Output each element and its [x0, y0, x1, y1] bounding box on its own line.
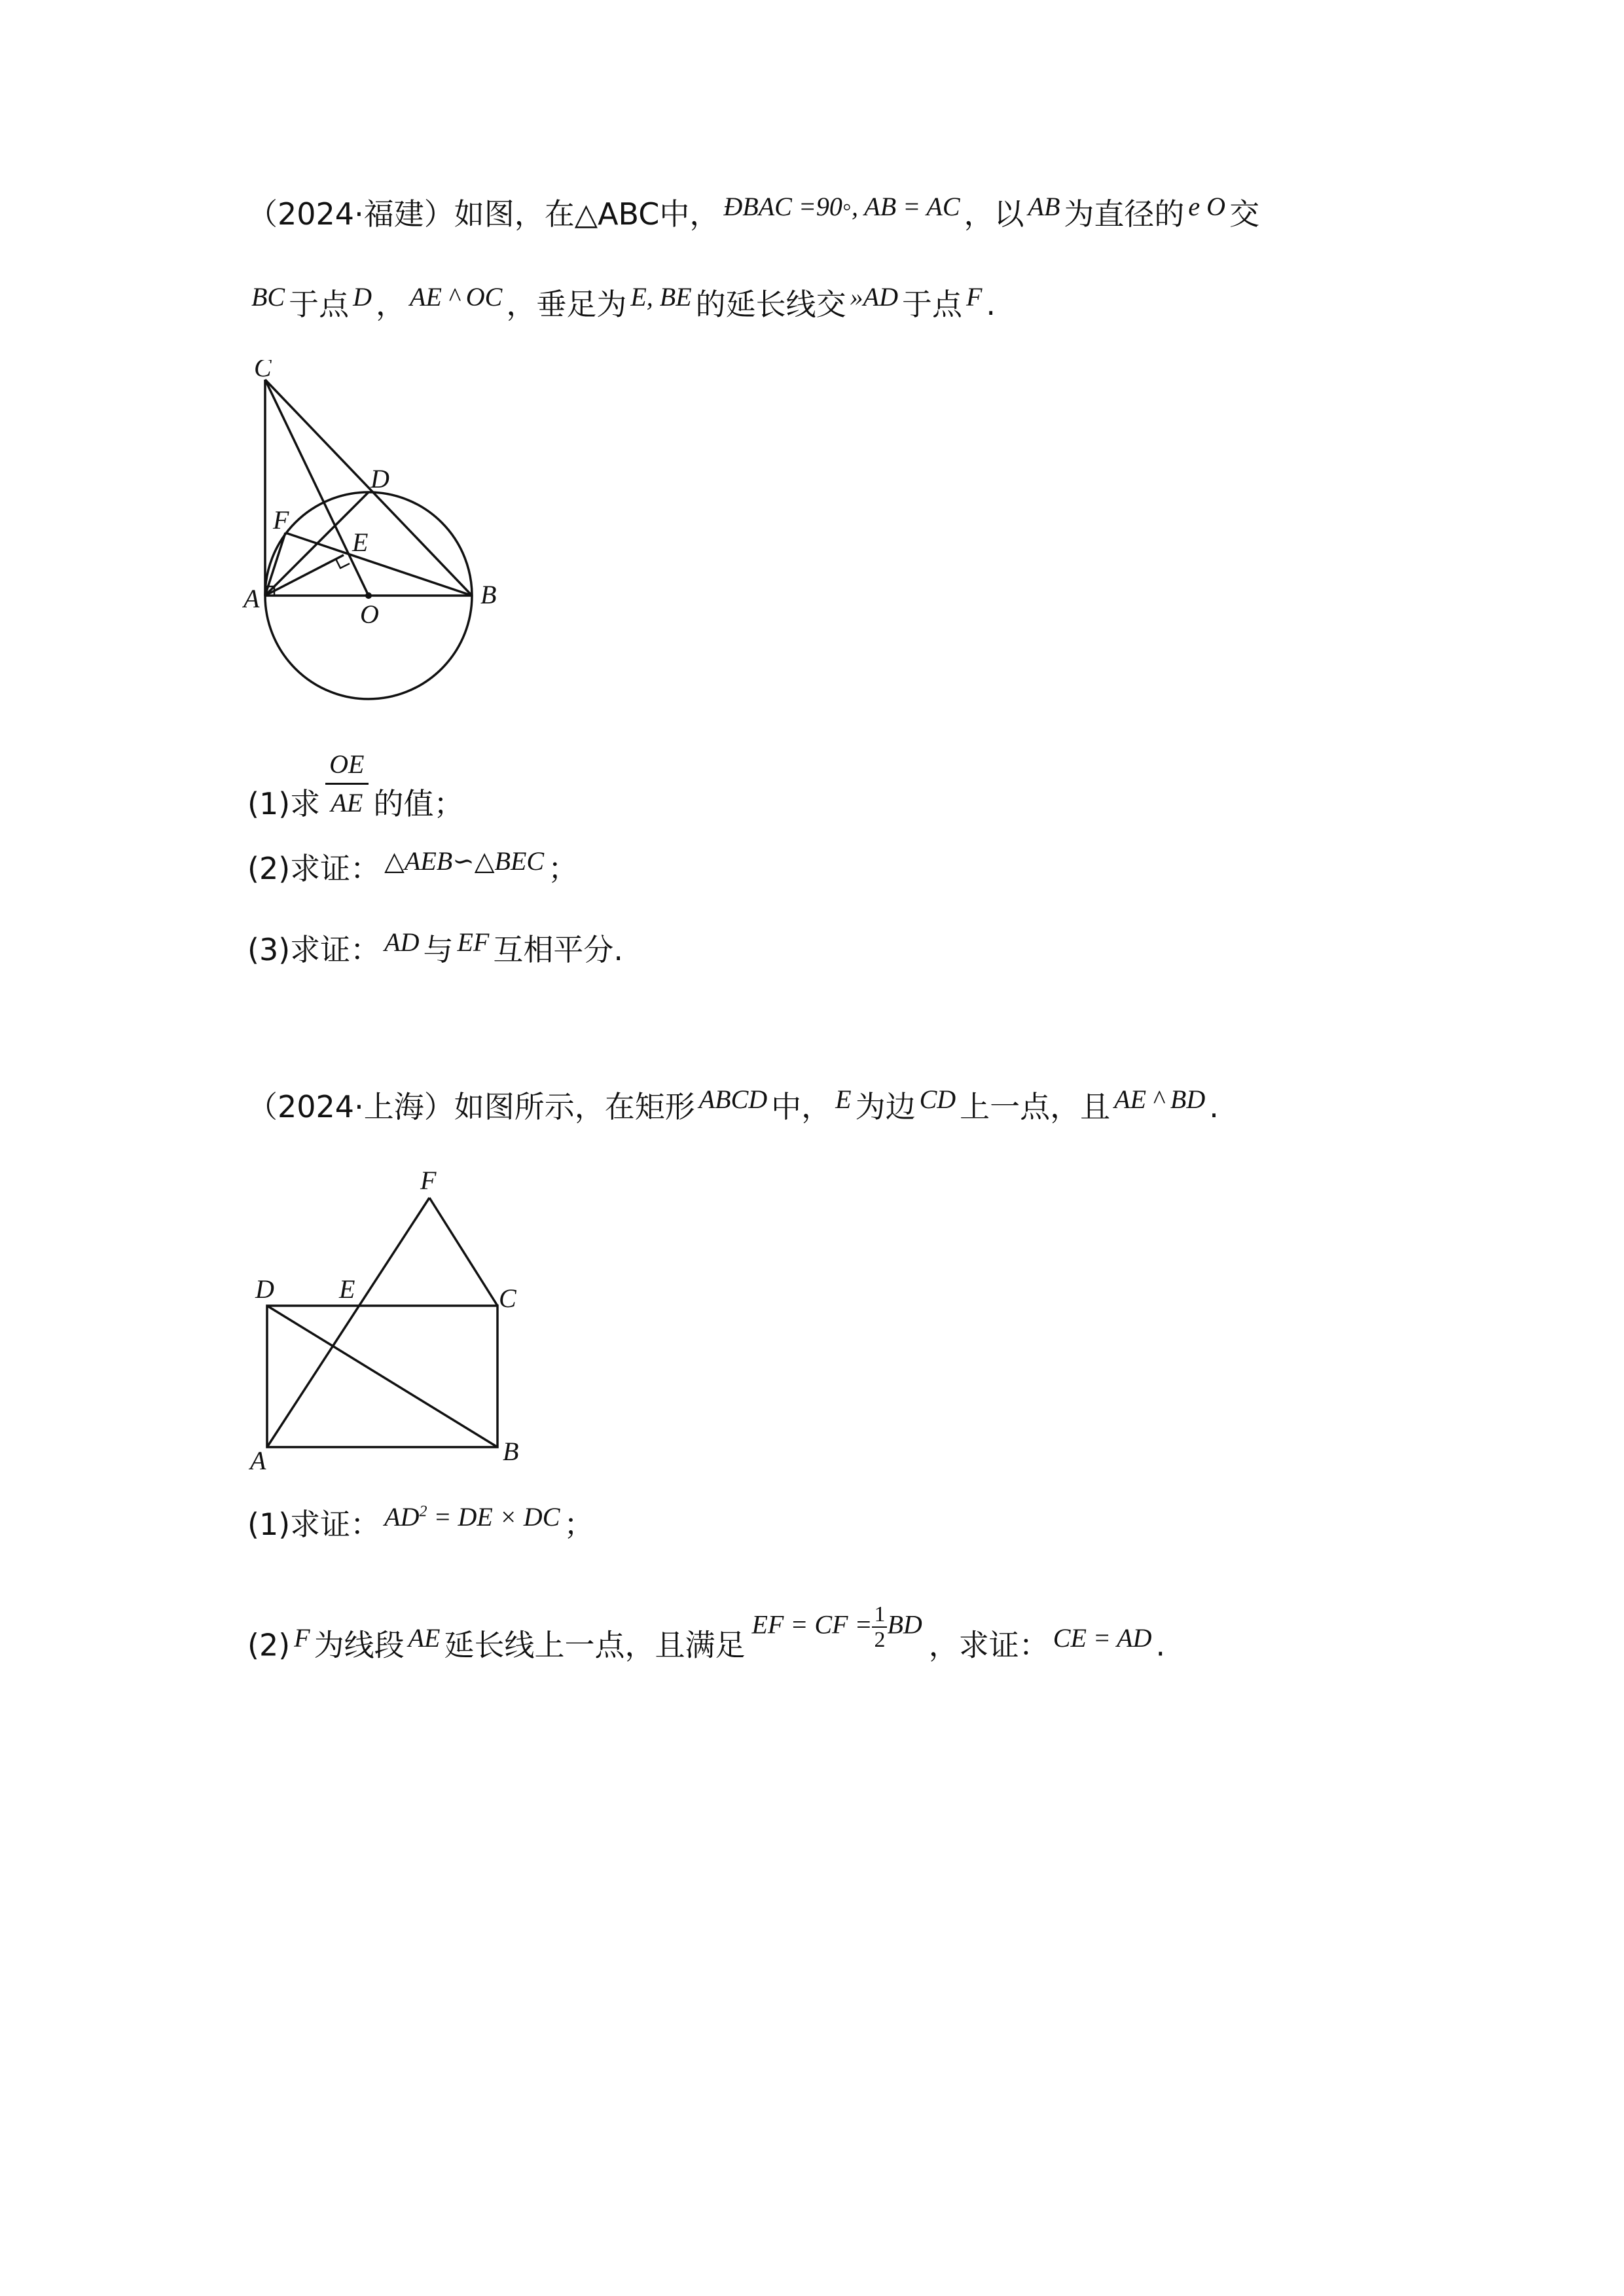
p2-q1-sup: 2 [419, 1503, 427, 1520]
p2-q2-half [872, 1602, 887, 1653]
p2-q2-text: 延长线上一点，且满足 [444, 1627, 746, 1663]
p2-label-c: C [499, 1283, 516, 1313]
p2-q1-expr-a: AD [384, 1502, 420, 1532]
p1-text: 交 [1229, 196, 1260, 232]
p2-text: 上一点，且 [960, 1089, 1111, 1124]
p1-right-angle-e [336, 559, 350, 568]
p2-q2-conclusion: CE = AD [1053, 1623, 1152, 1653]
p2-q2-half-num: 1 [872, 1602, 887, 1628]
p1-label-c: C [254, 360, 272, 382]
p2-label-b: B [503, 1437, 519, 1466]
p1-q2 [247, 846, 579, 887]
p1-text: 于点 [901, 287, 962, 322]
p2-seg-db [267, 1306, 497, 1447]
p1-ab: AB [1028, 192, 1060, 221]
p2-q2 [247, 1602, 1166, 1675]
p2-q2-suffix: . [1155, 1627, 1166, 1663]
p2-label-f: F [420, 1166, 437, 1195]
p2-e: E [835, 1085, 852, 1114]
p2-q1-prefix: (1)求证： [247, 1507, 381, 1542]
p1-line2 [247, 282, 996, 323]
p2-q2-expr-right: BD [887, 1609, 922, 1640]
p1-label-o: O [360, 600, 379, 629]
p2-q2-half-den: 2 [874, 1628, 886, 1653]
p1-intro: （2024·福建）如图，在△ABC中， [247, 196, 720, 232]
p1-q3-text: 与 [423, 932, 454, 967]
p1-eb: E, BE [630, 282, 692, 312]
p1-q1-numerator: OE [325, 749, 368, 785]
p1-condition: ÐBAC =90◦, AB = AC [723, 192, 960, 221]
p1-text: ，垂足为 [506, 287, 627, 322]
p1-text: 为直径的 [1064, 196, 1185, 232]
p1-arc-ad: »AD [850, 282, 898, 312]
p1-f: F [965, 282, 983, 312]
p1-label-f: F [273, 505, 289, 535]
p1-q2-suffix: ； [548, 851, 579, 886]
p2-q2-f: F [294, 1623, 310, 1653]
p1-bc: BC [251, 282, 285, 312]
p2-cd: CD [919, 1085, 956, 1114]
p2-label-d: D [255, 1274, 274, 1304]
p1-figure [242, 360, 517, 713]
p1-q1-fraction [325, 749, 368, 819]
p1-q3-ad: AD [384, 927, 420, 957]
p2-label-a: A [250, 1446, 266, 1475]
p1-text: ，以 [964, 196, 1024, 232]
p2-q1-expr-b: = DE × DC [427, 1502, 560, 1532]
p2-q1-suffix: ； [564, 1507, 594, 1542]
p2-intro: （2024·上海）如图所示，在矩形 [247, 1089, 695, 1124]
p2-q2-text: ，求证： [928, 1627, 1049, 1663]
p2-q2-condition [751, 1602, 922, 1653]
p1-text: ， [376, 287, 406, 322]
p1-q1-prefix: (1)求 [247, 786, 321, 821]
p1-text: 于点 [289, 287, 350, 322]
p2-text: 中， [771, 1089, 832, 1124]
p1-label-b: B [480, 580, 497, 609]
p1-text: 的延长线交 [695, 287, 846, 322]
p2-q2-expr-left: EF = CF = [751, 1609, 873, 1640]
p1-point-o [365, 592, 372, 599]
p2-seg-fc [429, 1198, 497, 1306]
p2-seg-af [267, 1198, 429, 1447]
p2-label-e: E [339, 1274, 355, 1304]
p1-q1 [247, 749, 464, 841]
p1-q2-prefix: (2)求证： [247, 851, 381, 886]
p1-q1-suffix: 的值； [373, 786, 464, 821]
p1-seg-co [265, 380, 369, 596]
p1-label-a: A [244, 584, 260, 613]
p1-label-e: E [352, 528, 369, 557]
p1-seg-bf [285, 533, 472, 596]
p1-perp: AE ^ OC [410, 282, 503, 312]
p1-q3-ef: EF [457, 927, 490, 957]
p2-q1 [247, 1502, 594, 1543]
p1-circle-o: e O [1188, 192, 1226, 221]
p2-abcd: ABCD [698, 1085, 768, 1114]
p2-text: . [1209, 1089, 1219, 1124]
p1-q3-prefix: (3)求证： [247, 932, 381, 967]
p2-perp: AE ^ BD [1114, 1085, 1206, 1114]
p2-q2-text: 为线段 [314, 1627, 405, 1663]
p1-d: D [353, 282, 372, 312]
p2-q2-ae: AE [408, 1623, 441, 1653]
p1-q3 [247, 927, 623, 968]
p1-q1-denominator: AE [331, 788, 363, 817]
p1-line1 [247, 192, 1260, 232]
p2-figure [242, 1162, 543, 1476]
p2-q1-expr [384, 1502, 560, 1532]
p2-text: 为边 [855, 1089, 916, 1124]
p2-line1 [247, 1085, 1219, 1125]
p1-q3-suffix: 互相平分. [493, 932, 623, 967]
p2-q2-prefix: (2) [247, 1627, 291, 1663]
p1-q2-expr: △AEB∽△BEC [384, 846, 545, 876]
p1-text: . [986, 287, 996, 322]
p1-label-d: D [370, 464, 389, 493]
